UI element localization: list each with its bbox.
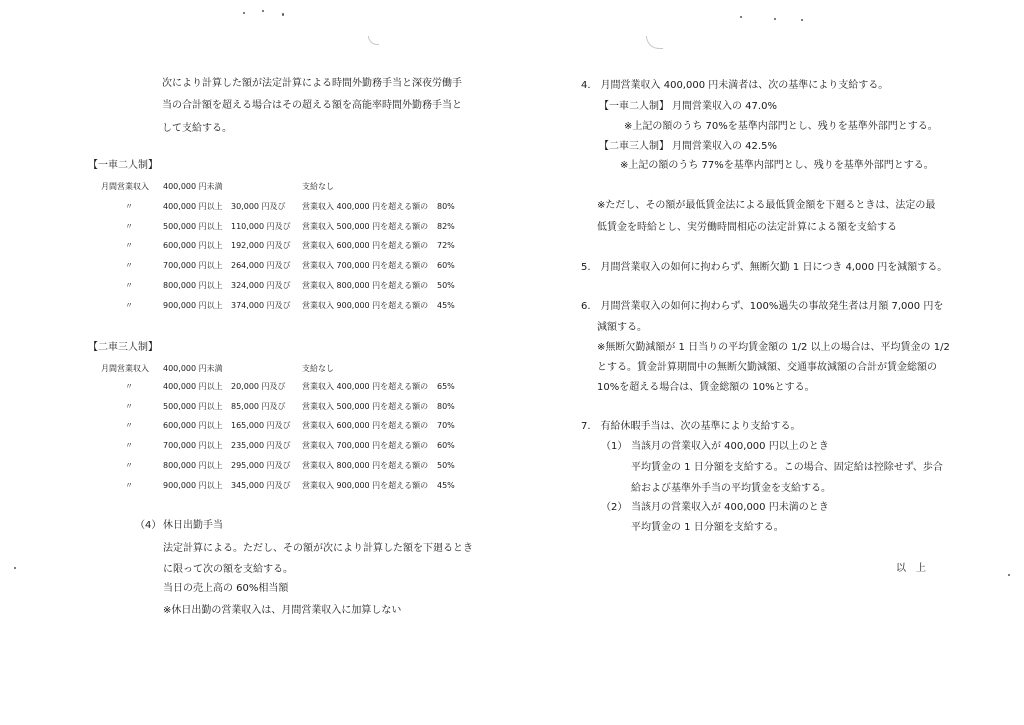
section-heading-two-person: 【一車二人制】 bbox=[88, 160, 158, 171]
s6-line-2: 減額する。 bbox=[597, 322, 647, 333]
s7-p1-line-1: 当該月の営業収入が 400,000 円以上のとき bbox=[631, 441, 829, 452]
s4-title: 4. 月間営業収入 400,000 円未満者は、次の基準により支給する。 bbox=[581, 80, 889, 91]
intro-line-1: 次により計算した額が法定計算による時間外勤務手当と深夜労働手 bbox=[162, 78, 462, 89]
scan-speck bbox=[801, 19, 803, 21]
row-threshold: 500,000 円以上 bbox=[163, 401, 223, 411]
row-base-amount: 264,000 円及び bbox=[231, 261, 291, 271]
row-rate: 80% bbox=[437, 202, 455, 211]
row-threshold: 700,000 円以上 bbox=[163, 261, 223, 271]
s7-p2-line-2: 平均賃金の 1 日分額を支給する。 bbox=[631, 522, 784, 533]
scan-speck bbox=[740, 16, 742, 18]
table-first-threshold: 400,000 円未満 bbox=[163, 364, 223, 373]
s4-two-text: 月間営業収入の 47.0% bbox=[672, 101, 777, 112]
row-description: 営業収入 800,000 円を超える額の bbox=[302, 460, 429, 470]
row-ditto-mark: 〃 bbox=[125, 441, 133, 451]
row-threshold: 800,000 円以上 bbox=[163, 460, 223, 470]
row-ditto-mark: 〃 bbox=[125, 421, 133, 431]
row-description: 営業収入 600,000 円を超える額の bbox=[302, 241, 429, 251]
holiday-number: （4） bbox=[135, 520, 162, 531]
row-ditto-mark: 〃 bbox=[125, 460, 133, 470]
row-base-amount: 324,000 円及び bbox=[231, 280, 291, 290]
row-base-amount: 20,000 円及び bbox=[231, 382, 286, 391]
closing-mark: 以 上 bbox=[896, 563, 926, 574]
s7-p1-line-3: 給および基準外手当の平均賃金を支給する。 bbox=[631, 483, 831, 494]
row-description: 営業収入 600,000 円を超える額の bbox=[302, 421, 429, 431]
s7-p1-number: （1） bbox=[601, 441, 628, 452]
section-heading-three-person: 【二車三人制】 bbox=[88, 342, 158, 353]
table-first-value: 支給なし bbox=[302, 364, 334, 373]
row-rate: 60% bbox=[437, 261, 455, 271]
row-base-amount: 165,000 円及び bbox=[231, 421, 291, 431]
s6-line-3: ※無断欠勤減額が 1 日当りの平均賃金額の 1/2 以上の場合は、平均賃金の 1/2 bbox=[597, 342, 950, 353]
s4-two-note: ※上記の額のうち 70%を基準内部門とし、残りを基準外部門とする。 bbox=[624, 121, 938, 132]
s7-p2-number: （2） bbox=[601, 502, 628, 513]
row-rate: 60% bbox=[437, 441, 455, 451]
s5-text: 5. 月間営業収入の如何に拘わらず、無断欠勤 1 日につき 4,000 円を減額する。 bbox=[581, 262, 948, 273]
row-rate: 45% bbox=[437, 300, 455, 310]
row-description: 営業収入 500,000 円を超える額の bbox=[302, 401, 429, 411]
row-base-amount: 192,000 円及び bbox=[231, 241, 291, 251]
s4-three-note: ※上記の額のうち 77%を基準内部門とし、残りを基準外部門とする。 bbox=[620, 160, 934, 171]
s6-line-5: 10%を超える場合は、賃金総額の 10%とする。 bbox=[597, 382, 815, 393]
holiday-title: 休日出勤手当 bbox=[163, 520, 223, 531]
scan-speck bbox=[282, 13, 284, 16]
table-first-value: 支給なし bbox=[302, 182, 334, 191]
row-threshold: 400,000 円以上 bbox=[163, 202, 223, 211]
scan-speck bbox=[262, 10, 264, 12]
scan-speck bbox=[1008, 574, 1010, 576]
s4-min-note-1: ※ただし、その額が最低賃金法による最低賃金額を下廻るときは、法定の最 bbox=[597, 200, 936, 211]
row-ditto-mark: 〃 bbox=[125, 221, 133, 231]
scan-speck bbox=[243, 12, 245, 14]
row-base-amount: 30,000 円及び bbox=[231, 202, 286, 211]
intro-line-2: 当の合計額を超える場合はその超える額を高能率時間外勤務手当と bbox=[162, 100, 462, 111]
table-first-label: 月間営業収入 bbox=[101, 182, 149, 191]
row-ditto-mark: 〃 bbox=[125, 401, 133, 411]
row-rate: 65% bbox=[437, 382, 455, 391]
s4-three-text: 月間営業収入の 42.5% bbox=[672, 141, 777, 152]
row-rate: 80% bbox=[437, 401, 455, 411]
s6-line-4: とする。賃金計算期間中の無断欠勤減額、交通事故減額の合計が賃金総額の bbox=[597, 362, 937, 373]
row-description: 営業収入 500,000 円を超える額の bbox=[302, 221, 429, 231]
row-rate: 50% bbox=[437, 280, 455, 290]
row-base-amount: 374,000 円及び bbox=[231, 300, 291, 310]
row-description: 営業収入 700,000 円を超える額の bbox=[302, 441, 429, 451]
s7-p2-line-1: 当該月の営業収入が 400,000 円未満のとき bbox=[631, 502, 829, 513]
table-first-label: 月間営業収入 bbox=[101, 364, 149, 373]
s4-two-label: 【一車二人制】 bbox=[599, 101, 669, 112]
scan-smudge bbox=[368, 36, 379, 45]
row-ditto-mark: 〃 bbox=[125, 480, 133, 490]
row-base-amount: 295,000 円及び bbox=[231, 460, 291, 470]
row-base-amount: 110,000 円及び bbox=[231, 221, 291, 231]
scan-speck bbox=[14, 567, 16, 569]
row-description: 営業収入 900,000 円を超える額の bbox=[302, 300, 429, 310]
row-rate: 72% bbox=[437, 241, 455, 251]
s6-line-1: 6. 月間営業収入の如何に拘わらず、100%過失の事故発生者は月額 7,000 円を bbox=[581, 301, 944, 312]
row-rate: 45% bbox=[437, 480, 455, 490]
row-threshold: 900,000 円以上 bbox=[163, 480, 223, 490]
row-description: 営業収入 400,000 円を超える額の bbox=[302, 202, 429, 211]
row-threshold: 500,000 円以上 bbox=[163, 221, 223, 231]
s4-min-note-2: 低賃金を時給とし、実労働時間相応の法定計算による額を支給する bbox=[597, 222, 897, 233]
row-ditto-mark: 〃 bbox=[125, 300, 133, 310]
row-base-amount: 345,000 円及び bbox=[231, 480, 291, 490]
row-threshold: 600,000 円以上 bbox=[163, 421, 223, 431]
row-threshold: 400,000 円以上 bbox=[163, 382, 223, 391]
row-ditto-mark: 〃 bbox=[125, 261, 133, 271]
row-base-amount: 235,000 円及び bbox=[231, 441, 291, 451]
row-rate: 50% bbox=[437, 460, 455, 470]
row-rate: 70% bbox=[437, 421, 455, 431]
holiday-line-1: 法定計算による。ただし、その額が次により計算した額を下廻るとき bbox=[163, 543, 473, 554]
s4-three-label: 【二車三人制】 bbox=[599, 141, 669, 152]
holiday-line-2: に限って次の額を支給する。 bbox=[163, 564, 293, 575]
intro-line-3: して支給する。 bbox=[162, 123, 232, 134]
row-rate: 82% bbox=[437, 221, 455, 231]
row-description: 営業収入 900,000 円を超える額の bbox=[302, 480, 429, 490]
row-threshold: 800,000 円以上 bbox=[163, 280, 223, 290]
row-base-amount: 85,000 円及び bbox=[231, 401, 286, 411]
row-description: 営業収入 700,000 円を超える額の bbox=[302, 261, 429, 271]
s7-title: 7. 有給休暇手当は、次の基準により支給する。 bbox=[581, 421, 801, 432]
row-threshold: 600,000 円以上 bbox=[163, 241, 223, 251]
scan-speck bbox=[774, 18, 776, 20]
row-description: 営業収入 400,000 円を超える額の bbox=[302, 382, 429, 391]
table-first-threshold: 400,000 円未満 bbox=[163, 182, 223, 191]
s7-p1-line-2: 平均賃金の 1 日分額を支給する。この場合、固定給は控除せず、歩合 bbox=[631, 462, 943, 473]
row-threshold: 900,000 円以上 bbox=[163, 300, 223, 310]
row-ditto-mark: 〃 bbox=[125, 202, 133, 211]
row-threshold: 700,000 円以上 bbox=[163, 441, 223, 451]
holiday-line-4: ※休日出勤の営業収入は、月間営業収入に加算しない bbox=[163, 605, 402, 616]
row-description: 営業収入 800,000 円を超える額の bbox=[302, 280, 429, 290]
row-ditto-mark: 〃 bbox=[125, 241, 133, 251]
scan-smudge bbox=[646, 36, 663, 49]
holiday-line-3: 当日の売上高の 60%相当額 bbox=[163, 583, 289, 594]
row-ditto-mark: 〃 bbox=[125, 382, 133, 391]
row-ditto-mark: 〃 bbox=[125, 280, 133, 290]
